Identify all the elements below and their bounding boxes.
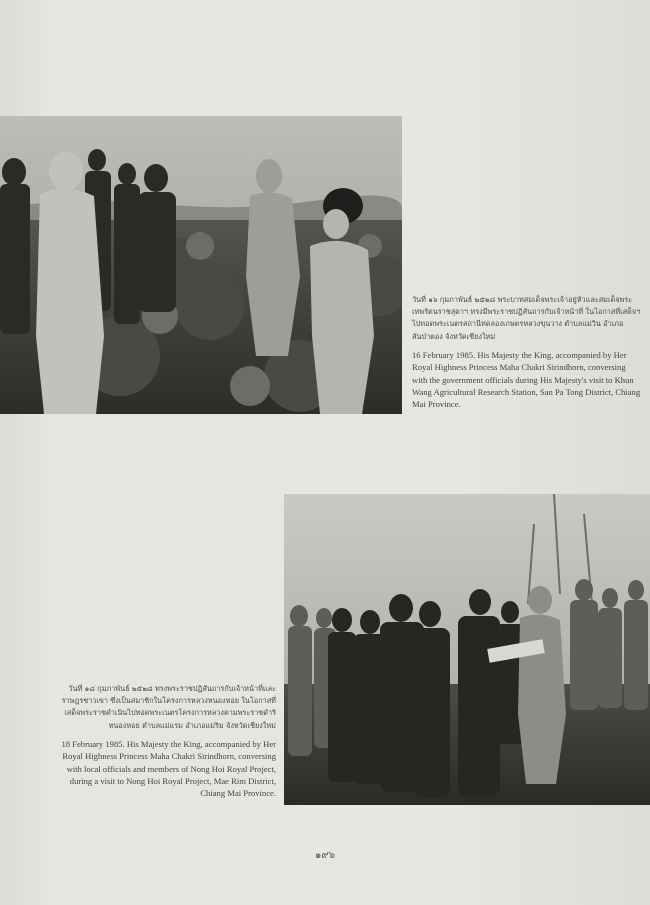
photo-field-visit xyxy=(0,116,402,414)
photo-king-with-officials-icon xyxy=(284,494,650,805)
caption-bottom-english: 18 February 1985. His Majesty the King, accompanied by Her Royal Highness Princess Maha Chakri Sirindhorn, conversing with local officials and members of Nong Hoi Royal Project, during a visit to Nong Hoi Royal Project, Mae Rim District, Chiang Mai Province. xyxy=(61,738,276,799)
caption-bottom-thai: วันที่ ๑๘ กุมภาพันธ์ ๒๕๒๘ ทรงพระราชปฏิสันถารกับเจ้าหน้าที่และราษฎรชาวเขา ซึ่งเป็นสมาชิกในโครงการหลวงหนองหอย ในโอกาสที่เสด็จพระราชดำเนินไปทอดพระเนตรโครงการหลวงตามพระราชดำริหนองหอย ตำบลแม่แรม อำเภอแม่ริม จังหวัดเชียงใหม่ xyxy=(61,684,276,730)
photo-with-officials xyxy=(284,494,650,805)
caption-top-english: 16 February 1985. His Majesty the King, accompanied by Her Royal Highness Princess Maha Chakri Sirindhorn, conversing with the government officials during His Majesty's visit to Khun Wang Agricultural Research Station, San Pa Tong District, Chiang Mai Province. xyxy=(412,349,641,410)
page-number: ๑๙๖ xyxy=(314,850,336,861)
caption-top-thai: วันที่ ๑๖ กุมภาพันธ์ ๒๕๒๘ พระบาทสมเด็จพระเจ้าอยู่หัวและสมเด็จพระเทพรัตนราชสุดาฯ ทรงมีพระราชปฏิสันถารกับเจ้าหน้าที่ ในโอกาสที่เสด็จฯ ไปทอดพระเนตรสถานีทดลองเกษตรหลวงขุนวาง ตำบลแม่วิน อำเภอสันป่าตอง จังหวัดเชียงใหม่ xyxy=(412,295,641,341)
caption-top xyxy=(412,294,642,417)
caption-bottom xyxy=(54,683,276,806)
photo-king-field-visit-icon xyxy=(0,116,402,414)
